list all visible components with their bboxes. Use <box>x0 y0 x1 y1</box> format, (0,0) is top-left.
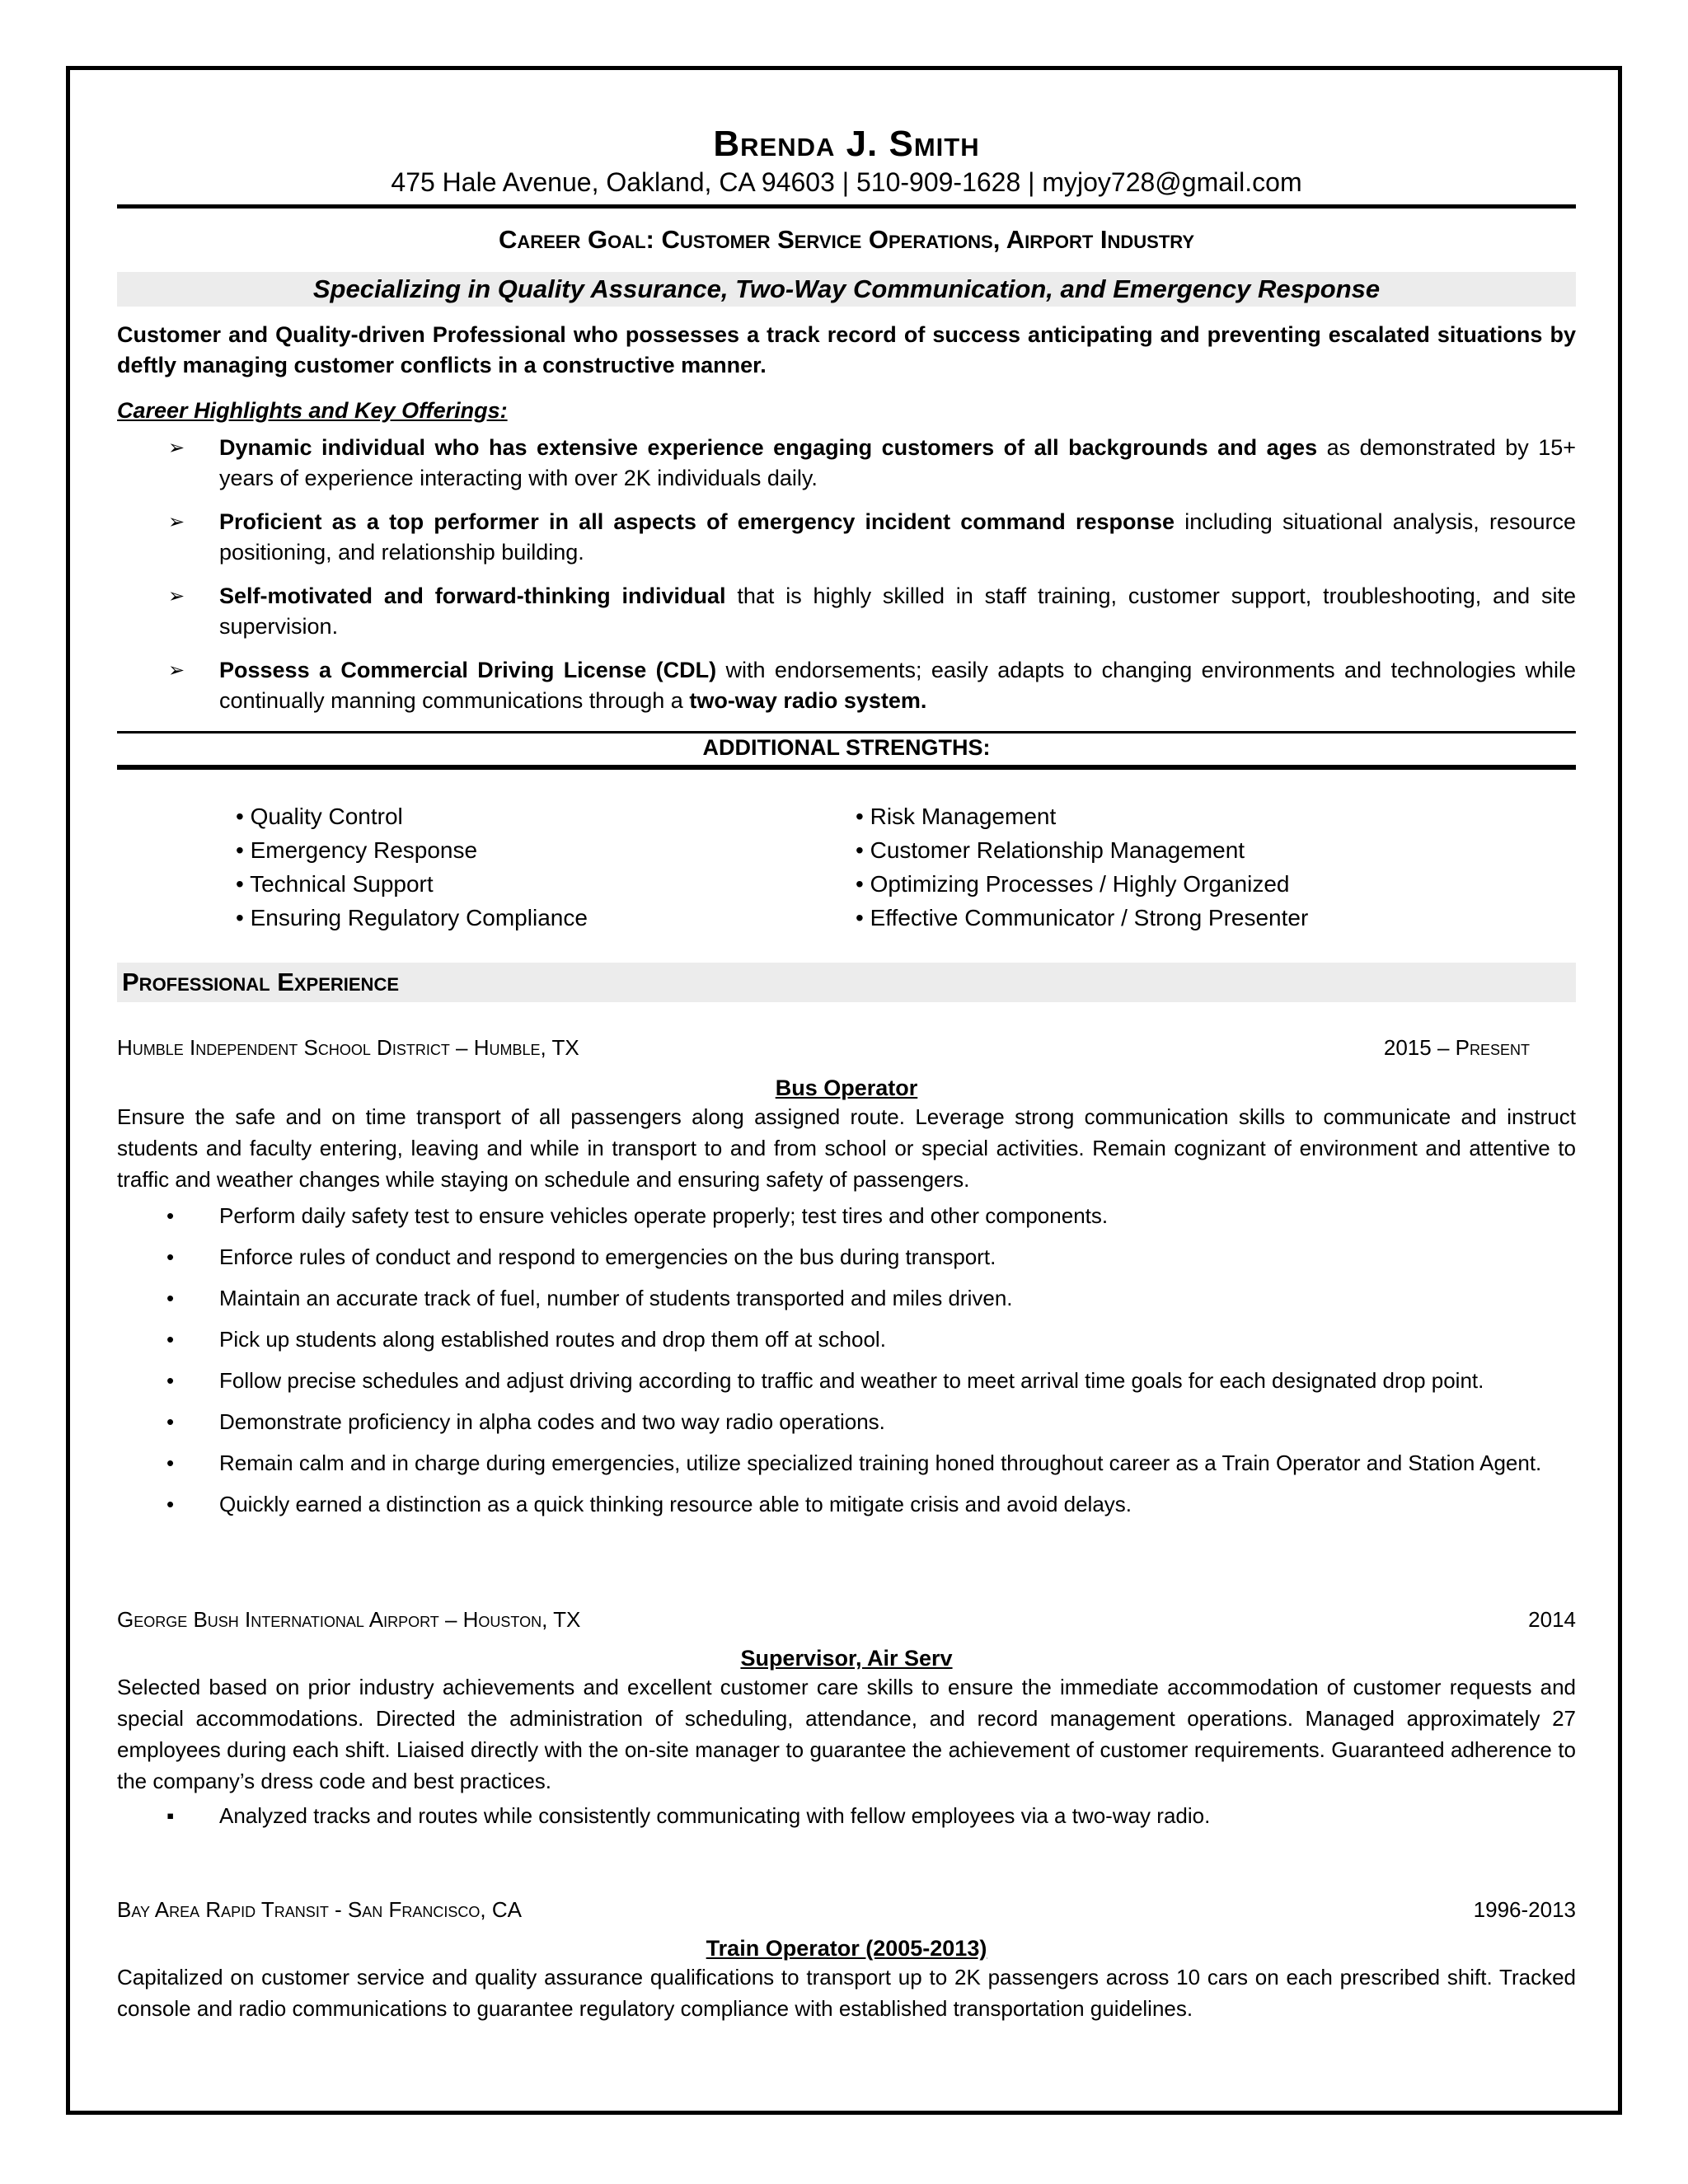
list-item <box>117 1488 1576 1520</box>
arrow-bullet-icon: ➢ <box>168 659 185 682</box>
header-divider <box>117 204 1576 209</box>
list-item: • Customer Relationship Management <box>856 837 1245 863</box>
job-title: Train Operator (2005-2013) <box>706 1936 987 1961</box>
list-item: • Quality Control <box>236 804 403 829</box>
list-item <box>117 433 1576 494</box>
bullet-text: Pick up students along established routes and drop them off at school. <box>219 1327 886 1352</box>
list-item <box>117 1241 1576 1272</box>
bullet-text: Follow precise schedules and adjust driving according to traffic and weather to meet arrival time goals for each designated drop point. <box>219 1368 1484 1393</box>
square-bullet-icon: ▪ <box>166 1803 175 1828</box>
strength-label: Technical Support <box>250 871 434 897</box>
list-item <box>117 1324 1576 1355</box>
bullet-icon: • <box>166 1327 175 1352</box>
list-item: • Risk Management <box>856 804 1057 829</box>
bullet-icon: • <box>166 1451 175 1475</box>
bullet-icon: • <box>166 1409 175 1434</box>
highlight-text: including situational analysis, resource positioning, and relationship building. <box>219 509 1576 565</box>
list-item <box>117 1800 1576 1831</box>
job-description: Selected based on prior industry achievements and excellent customer care skills to ensure the immediate accommodation of customer requests and special accommodations. Directed the administration of scheduling, attendance, and record management operations. Managed approximately 27 employees during each shift. Liaised directly with the on-site manager to guarantee the achievement of customer requirements. Guaranteed adherence to the company’s dress code and best practices. <box>117 1675 1576 1793</box>
strength-label: Optimizing Processes / Highly Organized <box>870 871 1290 897</box>
highlight-bold: Possess a Commercial Driving License (CDL) <box>219 658 717 682</box>
highlights-heading: Career Highlights and Key Offerings: <box>117 398 508 423</box>
employment-dates: 2015 – Present <box>1383 1035 1530 1060</box>
list-item: • Optimizing Processes / Highly Organized <box>856 871 1290 897</box>
strength-label: Customer Relationship Management <box>870 837 1245 863</box>
arrow-bullet-icon: ➢ <box>168 437 185 459</box>
employer-name: George Bush International Airport – Houston, TX <box>117 1607 581 1632</box>
strength-label: Emergency Response <box>250 837 478 863</box>
job-entry <box>117 1035 1576 1530</box>
employer-line <box>117 1035 1576 1061</box>
bullet-text: Perform daily safety test to ensure vehicles operate properly; test tires and other components. <box>219 1203 1109 1228</box>
job-entry <box>117 1897 1576 2024</box>
list-item <box>117 1406 1576 1437</box>
bullet-icon: • <box>166 1368 175 1393</box>
list-item <box>117 581 1576 642</box>
strengths-bottom-rule <box>117 765 1576 770</box>
bullet-icon: • <box>166 1244 175 1269</box>
bullet-text: Enforce rules of conduct and respond to emergencies on the bus during transport. <box>219 1244 996 1269</box>
arrow-bullet-icon: ➢ <box>168 511 185 533</box>
bullet-text: Quickly earned a distinction as a quick thinking resource able to mitigate crisis and avoid delays. <box>219 1492 1132 1516</box>
employment-dates: 2014 <box>1528 1607 1576 1632</box>
strengths-left-column <box>236 799 588 935</box>
highlight-bold: Dynamic individual who has extensive experience engaging customers of all backgrounds and ages <box>219 435 1318 460</box>
highlight-text: as demonstrated by 15+ years of experience interacting with over 2K individuals daily. <box>219 435 1576 490</box>
summary-paragraph: Customer and Quality-driven Professional who possesses a track record of success anticipating and preventing escalated situations by deftly managing customer conflicts in a constructive manner. <box>117 322 1576 377</box>
job-bullets <box>117 1800 1576 1831</box>
employer-name: Bay Area Rapid Transit - San Francisco, CA <box>117 1897 522 1922</box>
employer-line <box>117 1607 1576 1633</box>
job-description: Ensure the safe and on time transport of all passengers along assigned route. Leverage strong communication skills to communicate and instruct students and faculty entering, leaving and while in transport to and from school or special activities. Remain cognizant of environment and attentive to traffic and weather changes while staying on schedule and ensuring safety of passengers. <box>117 1104 1576 1192</box>
list-item: • Technical Support <box>236 871 434 897</box>
list-item <box>117 507 1576 568</box>
strength-label: Effective Communicator / Strong Presenter <box>870 905 1309 930</box>
highlight-text: with endorsements; easily adapts to changing environments and technologies while continually manning communications through a <box>219 658 1576 713</box>
list-item <box>117 1282 1576 1314</box>
list-item: • Ensuring Regulatory Compliance <box>236 905 588 930</box>
bullet-text: Remain calm and in charge during emergencies, utilize specialized training honed throughout career as a Train Operator and Station Agent. <box>219 1451 1542 1475</box>
job-title: Bus Operator <box>775 1076 918 1100</box>
strengths-heading: ADDITIONAL STRENGTHS: <box>702 735 991 760</box>
list-item <box>117 1365 1576 1396</box>
highlight-bold: two-way radio system. <box>689 688 927 713</box>
employer-name: Humble Independent School District – Humble, TX <box>117 1035 579 1060</box>
arrow-bullet-icon: ➢ <box>168 585 185 607</box>
career-goal: Career Goal: Customer Service Operations, Airport Industry <box>498 225 1195 254</box>
job-description: Capitalized on customer service and quality assurance qualifications to transport up to 2K passengers across 10 cars on each prescribed shift. Tracked console and radio communications to guarantee regulatory compliance with established transportation guidelines. <box>117 1965 1576 2021</box>
highlight-bold: Proficient as a top performer in all aspects of emergency incident command response <box>219 509 1175 534</box>
employer-line <box>117 1897 1576 1923</box>
strengths-top-rule <box>117 731 1576 733</box>
highlight-text: that is highly skilled in staff training, customer support, troubleshooting, and site supervision. <box>219 583 1577 639</box>
experience-heading: Professional Experience <box>122 968 400 996</box>
list-item <box>117 655 1576 716</box>
list-item: • Effective Communicator / Strong Presenter <box>856 905 1309 930</box>
strength-label: Ensuring Regulatory Compliance <box>250 905 588 930</box>
bullet-icon: • <box>166 1203 175 1228</box>
bullet-text: Maintain an accurate track of fuel, number of students transported and miles driven. <box>219 1286 1013 1310</box>
resume-name: Brenda J. Smith <box>713 124 980 164</box>
job-entry <box>117 1607 1576 1841</box>
bullet-icon: • <box>166 1286 175 1310</box>
specializing-line: Specializing in Quality Assurance, Two-Way Communication, and Emergency Response <box>312 274 1381 303</box>
bullet-text: Analyzed tracks and routes while consistently communicating with fellow employees via a two-way radio. <box>219 1803 1211 1828</box>
list-item <box>117 1200 1576 1231</box>
strengths-right-column <box>856 799 1308 935</box>
highlight-bold: Self-motivated and forward-thinking individual <box>219 583 726 608</box>
contact-line: 475 Hale Avenue, Oakland, CA 94603 | 510-909-1628 | myjoy728@gmail.com <box>391 167 1302 197</box>
job-title: Supervisor, Air Serv <box>740 1646 953 1671</box>
list-item: • Emergency Response <box>236 837 478 863</box>
bullet-text: Demonstrate proficiency in alpha codes and two way radio operations. <box>219 1409 885 1434</box>
strength-label: Quality Control <box>250 804 403 829</box>
list-item <box>117 1447 1576 1479</box>
job-bullets <box>117 1200 1576 1520</box>
employment-dates: 1996-2013 <box>1473 1897 1576 1922</box>
bullet-icon: • <box>166 1492 175 1516</box>
highlights-list <box>117 433 1576 729</box>
strength-label: Risk Management <box>870 804 1057 829</box>
